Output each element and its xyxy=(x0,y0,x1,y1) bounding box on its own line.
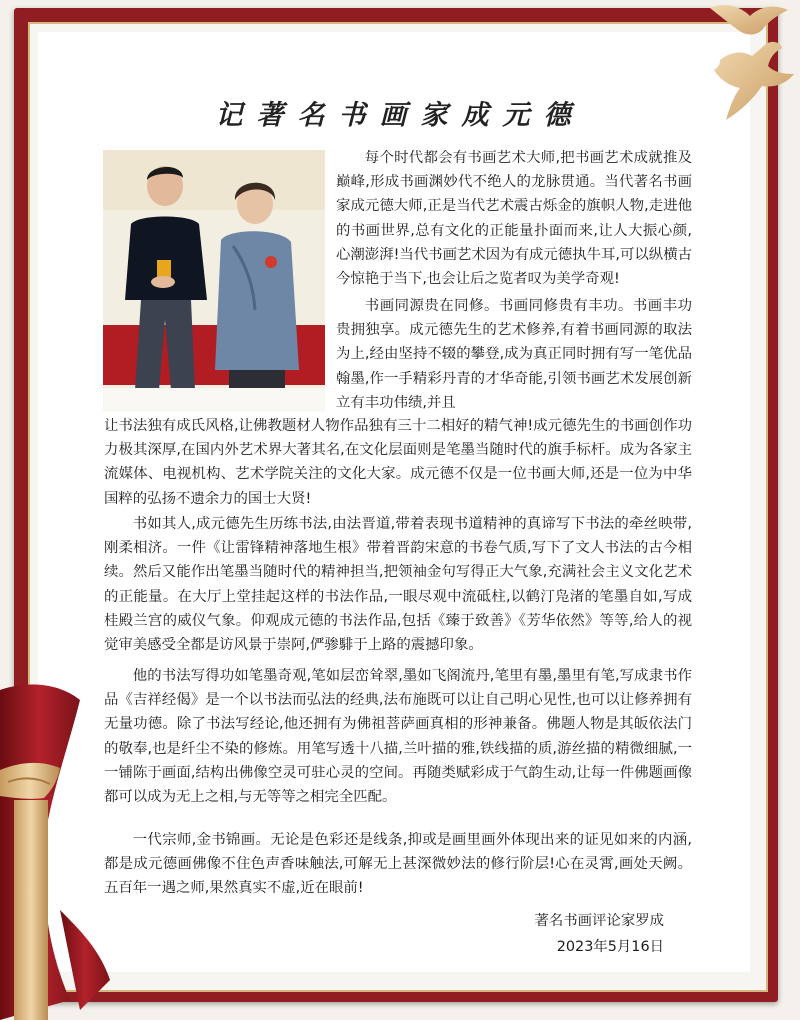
portrait-photo xyxy=(103,150,325,412)
paragraph-intro: 每个时代都会有书画艺术大师,把书画艺术成就推及巅峰,形成书画渊妙代不绝人的龙脉贯通。当代著名书画家成元德大师,正是当代艺术震古烁金的旗帜人物,走进他的书画世界,总有文化的正能量扑面而来,让人大振心颜,心潮澎湃!当代书画艺术因为有成元德执牛耳,可以纵横古今惊艳于当下,也会让后之览者叹为美学奇观! xyxy=(336,150,692,288)
paragraph-two-start: 书画同源贵在同修。书画同修贵有丰功。书画丰功贵拥独享。成元德先生的艺术修养,有着书画同源的取法为上,经由坚持不辍的攀登,成为真正同时拥有写一笔优品翰墨,作一手精彩丹青的才华奇能,引领书画艺术发展创新立有丰功伟绩,并且 xyxy=(336,298,692,411)
signature-block xyxy=(534,908,664,960)
paragraph-four: 他的书法写得功如笔墨奇观,笔如层峦耸翠,墨如飞阁流丹,笔里有墨,墨里有笔,写成隶书作品《吉祥经偈》是一个以书法而弘法的经典,法布施既可以让自己明心见性,也可以让修养拥有无量功德。除了书法写经论,他还拥有为佛祖菩萨画真相的形神兼备。佛题人物是其皈依法门的敬奉,也是纤尘不染的修炼。用笔写透十八描,兰叶描的雅,铁线描的质,游丝描的精微细腻,一一铺陈于画面,结构出佛像空灵可驻心灵的空间。再随类赋彩成于气韵生动,让每一件佛题画像都可以成为无上之相,与无等等之相完全匹配。 xyxy=(104,668,692,806)
portrait-image-icon xyxy=(103,150,325,412)
signature-date: 2023年5月16日 xyxy=(556,939,664,955)
paragraph-three: 书如其人,成元德先生历练书法,由法晋道,带着表现书道精神的真谛写下书法的牵丝映带,刚柔相济。一件《让雷锋精神落地生根》带着晋韵宋意的书卷气质,写下了文人书法的古今相续。然后又能作出笔墨当随时代的精神担当,把领袖金句写得正大气象,充满社会主义文化艺术的正能量。在大厅上堂挂起这样的书法作品,一眼尽观中流砥柱,以鹤汀凫渚的笔墨自如,写成桂殿兰宫的威仪气象。仰观成元德的书法作品,包括《臻于致善》《芳华依然》等等,给人的视觉审美感受全都是访风景于崇阿,俨骖騑于上路的震撼印象。 xyxy=(104,516,692,654)
column-ribbon-decoration-icon xyxy=(0,650,120,1020)
signature-author: 著名书画评论家罗成 xyxy=(534,913,664,929)
paragraph-five: 一代宗师,金书锦画。无论是色彩还是线条,抑或是画里画外体现出来的证见如来的内涵,都是成元德画佛像不住色声香味触法,可解无上甚深微妙法的修行阶层!心在灵霄,画处天阙。五百年一遇之师,果然真实不虚,近在眼前! xyxy=(104,832,692,897)
paragraph-two-continuation: 让书法独有成氏风格,让佛教题材人物作品独有三十二相好的精气神!成元德先生的书画创作功力极其深厚,在国内外艺术界大著其名,在文化层面则是笔墨当随时代的旗手标杆。成为各家主流媒体、电视机构、艺术学院关注的文化大家。成元德不仅是一位书画大师,还是一位为中华国粹的弘扬不遗余力的国士大贤! xyxy=(104,418,692,507)
page-title: 记著名书画家成元德 xyxy=(215,100,585,131)
